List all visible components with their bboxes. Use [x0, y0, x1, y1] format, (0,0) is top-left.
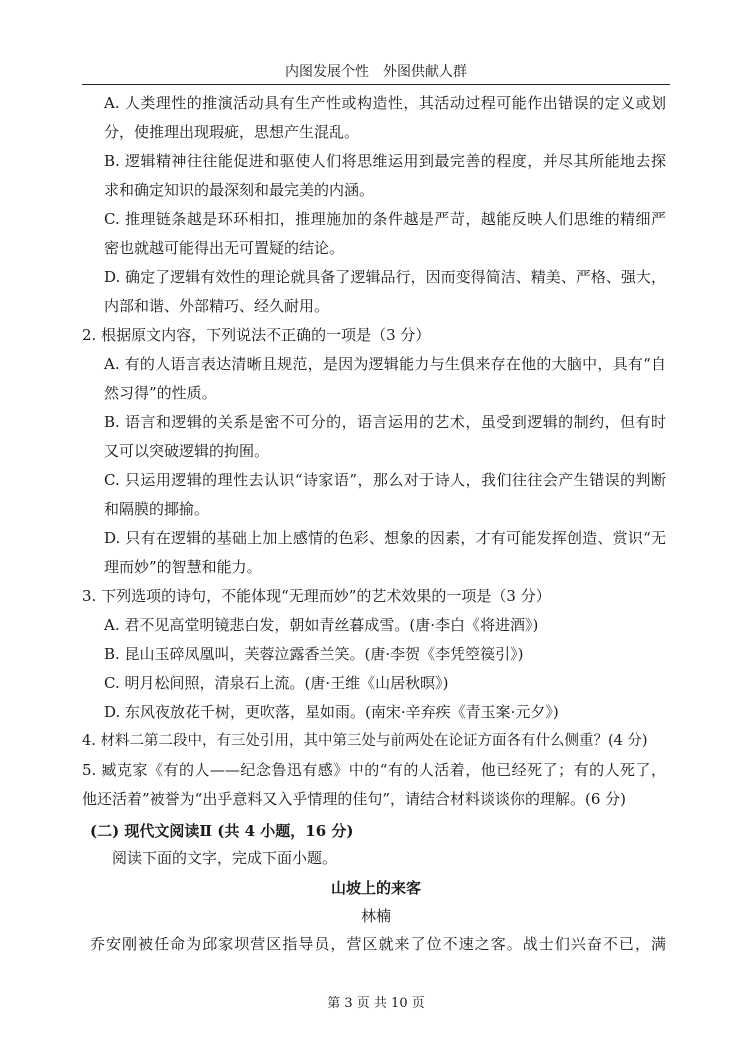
option-b-q2-line1: B. 语言和逻辑的关系是密不可分的，语言运用的艺术，虽受到逻辑的制约，但有时: [104, 413, 666, 431]
option-c-q1-line1: C. 推理链条越是环环相扣，推理施加的条件越是严苛，越能反映人们思维的精细严: [104, 210, 666, 228]
option-a-q3: A. 君不见高堂明镜悲白发，朝如青丝暮成雪。(唐·李白《将进酒》): [104, 616, 539, 634]
option-c-q2-line2: 和隔膜的揶揄。: [104, 500, 210, 518]
section-heading-modern-reading-2: (二) 现代文阅读Ⅱ (共 4 小题，16 分): [90, 822, 354, 840]
option-c-q3: C. 明月松间照，清泉石上流。(唐·王维《山居秋暝》): [104, 674, 449, 692]
article-author: 林楠: [360, 907, 391, 925]
question-2: 2. 根据原文内容，下列说法不正确的一项是（3 分）: [82, 326, 431, 344]
option-d-q2-line1: D. 只有在逻辑的基础上加上感情的色彩、想象的因素，才有可能发挥创造、赏识“无: [104, 529, 666, 547]
article-title: 山坡上的来客: [330, 879, 421, 897]
option-d-q1-line2: 内部和谐、外部精巧、经久耐用。: [104, 297, 330, 315]
option-b-q1-line2: 求和确定知识的最深刻和最完美的内涵。: [104, 181, 375, 199]
option-d-q3: D. 东风夜放花千树，更吹落，星如雨。(南宋·辛弃疾《青玉案·元夕》): [104, 703, 559, 721]
running-header: 内图发展个性 外图供献人群: [285, 64, 467, 80]
option-d-q2-line2: 理而妙”的智慧和能力。: [104, 558, 262, 576]
article-first-line: 乔安刚被任命为邱家坝营区指导员，营区就来了位不速之客。战士们兴奋不已，满: [90, 935, 666, 953]
page-number: 第 3 页 共 10 页: [327, 996, 425, 1011]
question-5-line1: 5. 臧克家《有的人——纪念鲁迅有感》中的“有的人活着，他已经死了；有的人死了，: [82, 761, 666, 779]
question-5-line2: 他还活着”被誉为“出乎意料又入乎情理的佳句”，请结合材料谈谈你的理解。(6 分): [82, 790, 627, 808]
option-c-q2-line1: C. 只运用逻辑的理性去认识“诗家语”，那么对于诗人，我们往往会产生错误的判断: [104, 471, 666, 489]
option-d-q1-line1: D. 确定了逻辑有效性的理论就具备了逻辑品行，因而变得简洁、精美、严格、强大，: [104, 268, 666, 286]
option-a-q2-line2: 然习得”的性质。: [104, 384, 217, 402]
reading-instruction: 阅读下面的文字，完成下面小题。: [112, 849, 338, 867]
option-c-q1-line2: 密也就越可能得出无可置疑的结论。: [104, 239, 345, 257]
option-a-q1-line1: A. 人类理性的推演活动具有生产性或构造性，其活动过程可能作出错误的定义或划: [104, 94, 666, 112]
question-3: 3. 下列选项的诗句，不能体现“无理而妙”的艺术效果的一项是（3 分）: [82, 587, 551, 605]
option-b-q1-line1: B. 逻辑精神往往能促进和驱使人们将思维运用到最完善的程度，并尽其所能地去探: [104, 152, 666, 170]
option-b-q3: B. 昆山玉碎凤凰叫，芙蓉泣露香兰笑。(唐·李贺《李凭箜篌引》): [104, 645, 524, 663]
option-a-q2-line1: A. 有的人语言表达清晰且规范，是因为逻辑能力与生俱来存在他的大脑中，具有“自: [104, 355, 666, 373]
option-b-q2-line2: 又可以突破逻辑的拘囿。: [104, 442, 270, 460]
header-divider: [82, 84, 670, 85]
option-a-q1-line2: 分，使推理出现瑕疵，思想产生混乱。: [104, 123, 360, 141]
question-4: 4. 材料二第二段中，有三处引用，其中第三处与前两处在论证方面各有什么侧重？(4 分): [82, 733, 648, 749]
